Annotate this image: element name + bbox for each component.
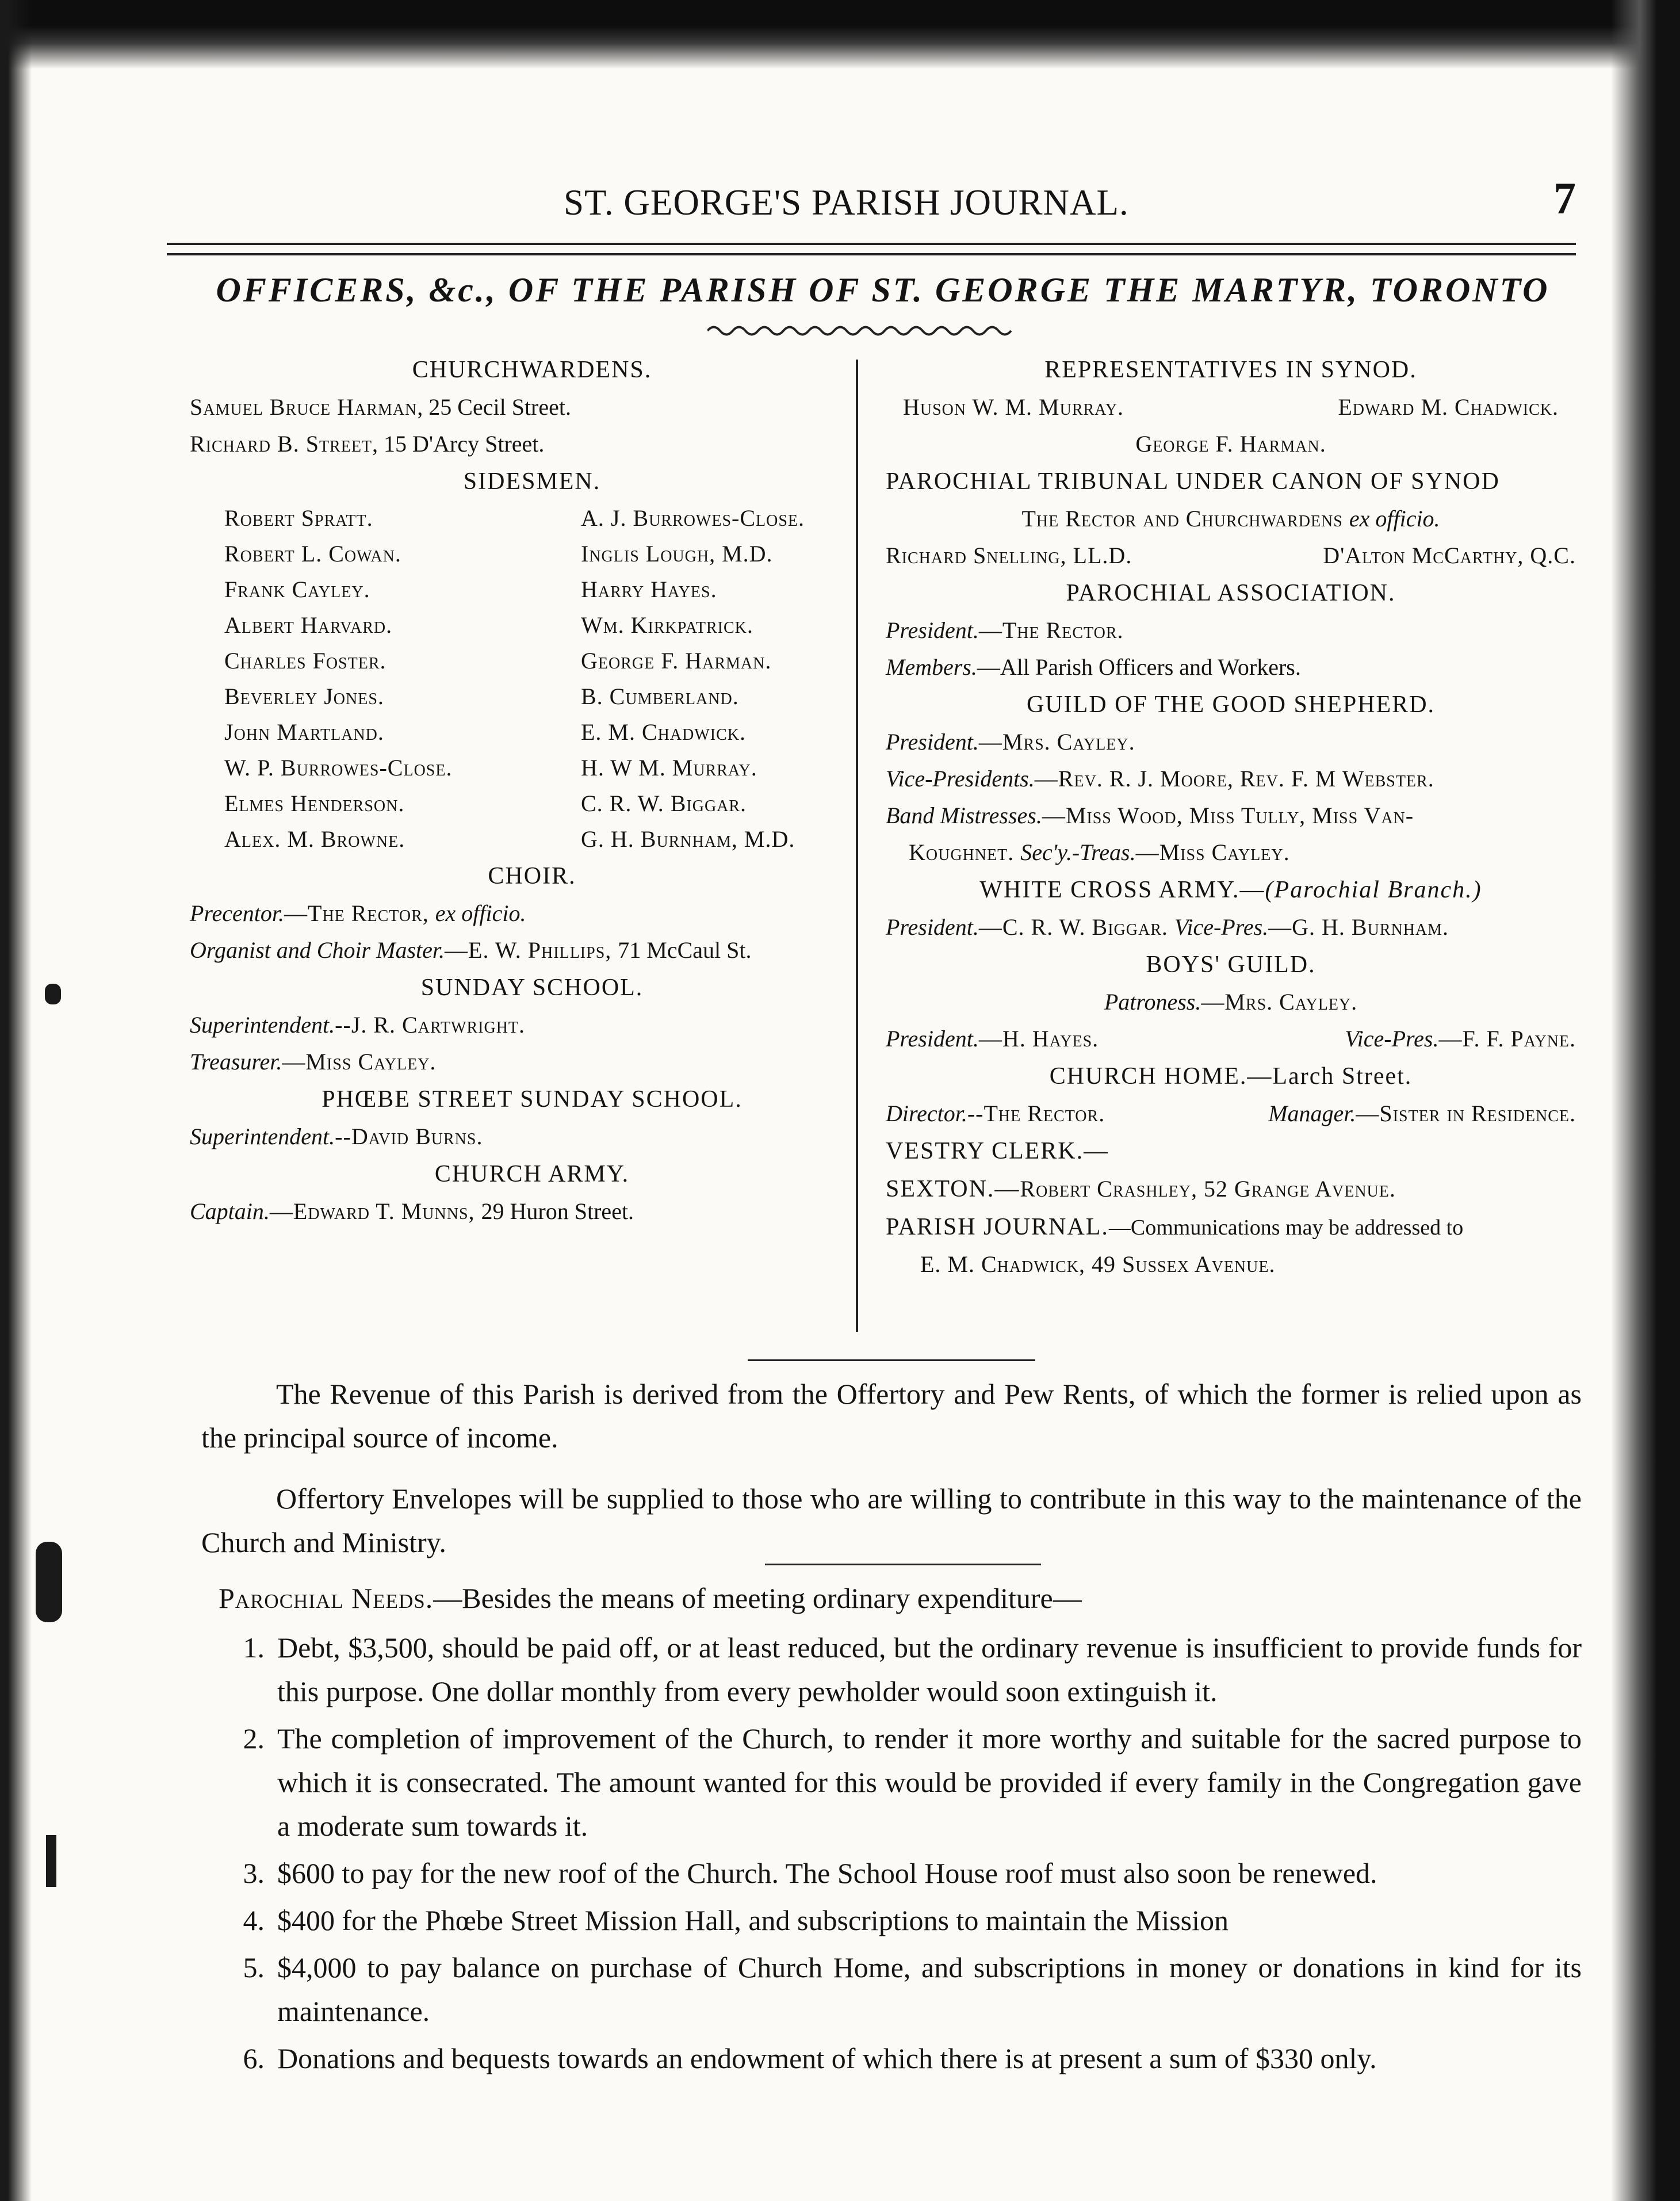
list-item [201, 1946, 1582, 2033]
role-label: Patroness. [1104, 989, 1201, 1015]
header-rule [167, 243, 1576, 255]
church-home-officers [886, 1095, 1576, 1132]
sidesman-name: John Martland. [224, 719, 384, 745]
members-line [886, 649, 1576, 686]
sexton-line [886, 1170, 1576, 1208]
officers-left-column [190, 351, 874, 1230]
role-note: ex officio. [435, 900, 526, 926]
item-text: The completion of improvement of the Church, to render it more worthy and suitable for the sacred purpose to which it is consecrated. The amount wanted for this would be provided if every family in the Congregation gave a moderate sum towards it. [277, 1722, 1582, 1842]
role-value: —The Rector. [978, 617, 1124, 643]
item-text: $400 for the Phœbe Street Mission Hall, and subscriptions to maintain the Mission [277, 1904, 1229, 1936]
sidesman-name: A. J. Burrowes-Close. [581, 505, 805, 531]
revenue-text [201, 1372, 1582, 1581]
sidesman-name: Frank Cayley. [224, 576, 370, 602]
scan-smudge [36, 1542, 62, 1622]
role-value: —Miss Wood, Miss Tully, Miss Van- [1042, 803, 1414, 828]
treasurer-line [190, 1044, 874, 1080]
role-label: Vice-Pres. [1174, 914, 1269, 940]
band-mistresses-cont [886, 834, 1576, 871]
manager-entry [1268, 1095, 1576, 1132]
synod-name: Edward M. Chadwick. [1338, 394, 1559, 420]
section-heading: VESTRY CLERK.— [886, 1138, 1109, 1164]
churchwarden-address: , 25 Cecil Street. [417, 394, 571, 420]
needs-list [201, 1626, 1582, 2080]
revenue-paragraph: The Revenue of this Parish is derived from the Offertory and Pew Rents, of which the former is relied upon as the principal source of income. [201, 1378, 1582, 1454]
churchwarden-line [190, 389, 874, 426]
role-value: --David Burns. [335, 1124, 483, 1149]
section-heading: SIDESMEN. [463, 468, 601, 495]
journal-line [886, 1208, 1576, 1246]
role-label: Vice-Presidents. [886, 766, 1035, 792]
role-value: —The Rector, [284, 900, 435, 926]
role-value: —H. Hayes. [978, 1026, 1099, 1052]
role-value: —G. H. Burnham. [1268, 914, 1449, 940]
churchwarden-name: Samuel Bruce Harman [190, 394, 418, 420]
band-mistresses-line [886, 797, 1576, 834]
item-number: 1. [243, 1631, 265, 1664]
sidesmen-col1 [224, 500, 581, 857]
section-heading [886, 1057, 1576, 1095]
boys-guild-officers [886, 1021, 1576, 1057]
role-label: Treasurer. [190, 1049, 282, 1075]
scan-smudge [46, 1835, 56, 1887]
needs-intro [219, 1576, 1582, 1620]
sidesman-name: Wm. Kirkpatrick. [581, 612, 753, 638]
vice-president-entry [1345, 1021, 1576, 1057]
sidesman-name: C. R. W. Biggar. [581, 790, 747, 816]
section-heading: SUNDAY SCHOOL. [420, 975, 644, 1001]
list-item [201, 1626, 1582, 1713]
journal-title: ST. GEORGE'S PARISH JOURNAL. [564, 182, 1129, 223]
vice-presidents-line [886, 761, 1576, 797]
sidesman-name: W. P. Burrowes-Close. [224, 755, 453, 781]
synod-name: Huson W. M. Murray. [903, 394, 1124, 420]
role-label: Captain. [190, 1198, 270, 1224]
president-line [886, 612, 1576, 649]
role-label: Director. [886, 1100, 967, 1126]
scan-edge-right [1611, 0, 1680, 2201]
item-text: $600 to pay for the new roof of the Church. The School House roof must also soon be renewed. [277, 1857, 1377, 1889]
role-label: President. [886, 914, 979, 940]
role-label: Vice-Pres. [1345, 1026, 1439, 1052]
page-number: 7 [1553, 173, 1576, 223]
scan-edge-left [0, 0, 32, 2201]
item-number: 5. [243, 1951, 265, 1984]
wavy-ornament [707, 323, 1012, 338]
sidesman-name: Elmes Henderson. [224, 790, 405, 816]
organist-line [190, 932, 874, 969]
role-value: —Mrs. Cayley. [1201, 989, 1358, 1015]
tribunal-note: ex officio. [1349, 506, 1440, 532]
item-number: 4. [243, 1904, 265, 1936]
section-heading: PHŒBE STREET SUNDAY SCHOOL. [322, 1086, 743, 1113]
tribunal-names [886, 537, 1576, 574]
section-heading: BOYS' GUILD. [1146, 952, 1316, 978]
role-value: Robert Crashley, 52 Grange Avenue. [1020, 1176, 1396, 1202]
tribunal-line [886, 500, 1576, 537]
white-cross-officers [886, 909, 1576, 946]
sidesman-name: Inglis Lough, M.D. [581, 541, 773, 567]
role-value: —All Parish Officers and Workers. [977, 654, 1301, 680]
sidesman-name: B. Cumberland. [581, 683, 739, 709]
role-label: Precentor. [190, 900, 285, 926]
journal-address: E. M. Chadwick, 49 Sussex Avenue. [920, 1251, 1276, 1277]
superintendent-line [190, 1007, 874, 1044]
president-entry [886, 1021, 1099, 1057]
sidesman-name: Harry Hayes. [581, 576, 717, 602]
section-heading-text: PARISH JOURNAL. [886, 1214, 1109, 1240]
section-rule [765, 1564, 1041, 1565]
sidesmen-list [190, 500, 874, 857]
document-heading: OFFICERS, &c., OF THE PARISH OF ST. GEORGE THE MARTYR, TORONTO [216, 271, 1550, 309]
role-value: —Miss Cayley. [282, 1049, 437, 1075]
sidesman-name: E. M. Chadwick. [581, 719, 746, 745]
section-heading [886, 871, 1576, 909]
item-number: 2. [243, 1722, 265, 1755]
role-value: —Sister in Residence. [1356, 1100, 1576, 1126]
role-value: —Communications may be addressed to [1108, 1216, 1464, 1240]
section-heading-suffix: —Larch Street. [1247, 1063, 1413, 1090]
sidesman-name: G. H. Burnham, M.D. [581, 826, 795, 852]
role-value: —E. W. Phillips, [445, 937, 618, 963]
synod-line [886, 389, 1576, 426]
section-heading-note: (Parochial Branch.) [1265, 877, 1482, 903]
list-item [201, 1898, 1582, 1942]
role-label: Members. [886, 654, 977, 680]
sidesmen-col2 [581, 500, 909, 857]
section-heading-text: WHITE CROSS ARMY.— [979, 877, 1265, 903]
tribunal-name: D'Alton McCarthy, Q.C. [1323, 542, 1576, 568]
role-address: 29 Huron Street. [481, 1198, 634, 1224]
churchwarden-name: Richard B. Street [190, 431, 373, 457]
role-label: Organist and Choir Master. [190, 937, 445, 963]
sidesman-name: Robert Spratt. [224, 505, 373, 531]
section-heading: PAROCHIAL ASSOCIATION. [1066, 580, 1396, 606]
role-value: --J. R. Cartwright. [335, 1012, 526, 1038]
role-value: --The Rector. [967, 1100, 1105, 1126]
section-heading: CHURCH ARMY. [434, 1161, 630, 1187]
captain-line [190, 1193, 874, 1230]
section-heading: CHOIR. [488, 863, 576, 889]
patroness-line [886, 984, 1576, 1021]
scan-edge-top [0, 0, 1680, 69]
role-label: Sec'y.-Treas. [1020, 839, 1136, 865]
churchwarden-line [190, 426, 874, 463]
section-heading-text: CHURCH HOME. [1049, 1063, 1247, 1090]
role-label: President. [886, 729, 979, 755]
precentor-line [190, 895, 874, 932]
item-text: Donations and bequests towards an endowment of which there is at present a sum of $330 only. [277, 2042, 1377, 2074]
item-text: $4,000 to pay balance on purchase of Church Home, and subscriptions in money or donations in kind for its maintenance. [277, 1951, 1582, 2027]
section-heading: CHURCHWARDENS. [412, 357, 652, 383]
role-value: —F. F. Payne. [1438, 1026, 1576, 1052]
tribunal-name: Richard Snelling, LL.D. [886, 542, 1132, 568]
role-value: —C. R. W. Biggar. [978, 914, 1174, 940]
parochial-needs [201, 1576, 1582, 2084]
item-text: Debt, $3,500, should be paid off, or at least reduced, but the ordinary revenue is insufficient to provide funds for this purpose. One dollar monthly from every pewholder would soon extinguish it. [277, 1631, 1582, 1707]
president-line [886, 724, 1576, 761]
item-number: 3. [243, 1857, 265, 1889]
sidesman-name: Alex. M. Browne. [224, 826, 405, 852]
role-value: —Miss Cayley. [1135, 839, 1290, 865]
director-entry [886, 1095, 1105, 1132]
section-heading: REPRESENTATIVES IN SYNOD. [1044, 357, 1417, 383]
role-value: Koughnet. [909, 839, 1021, 865]
role-value: —Rev. R. J. Moore, Rev. F. M Webster. [1034, 766, 1434, 792]
role-value: —Edward T. Munns, [269, 1198, 481, 1224]
section-rule [748, 1359, 1035, 1361]
list-item [201, 2036, 1582, 2080]
sidesman-name: Charles Foster. [224, 648, 386, 674]
section-heading: PAROCHIAL TRIBUNAL UNDER CANON OF SYNOD [886, 468, 1500, 495]
churchwarden-address: , 15 D'Arcy Street. [372, 431, 545, 457]
sidesman-name: George F. Harman. [581, 648, 772, 674]
list-item [201, 1851, 1582, 1895]
sidesman-name: Albert Harvard. [224, 612, 393, 638]
role-value: —Mrs. Cayley. [978, 729, 1135, 755]
role-label: Manager. [1268, 1100, 1356, 1126]
tribunal-members: The Rector and Churchwardens [1021, 506, 1349, 532]
role-label: Superintendent. [190, 1012, 335, 1038]
envelopes-paragraph: Offertory Envelopes will be supplied to those who are willing to contribute in this way to the maintenance of the Church and Ministry. [201, 1482, 1582, 1558]
needs-heading: Parochial Needs. [219, 1582, 434, 1614]
role-label: President. [886, 617, 979, 643]
needs-intro-text: —Besides the means of meeting ordinary expenditure— [433, 1582, 1082, 1614]
role-label: Band Mistresses. [886, 803, 1042, 828]
synod-name: George F. Harman. [1135, 431, 1326, 457]
sidesman-name: Robert L. Cowan. [224, 541, 401, 567]
sidesman-name: H. W M. Murray. [581, 755, 757, 781]
role-address: 71 McCaul St. [618, 937, 752, 963]
section-heading-text: SEXTON.— [886, 1176, 1020, 1202]
sidesman-name: Beverley Jones. [224, 683, 384, 709]
role-label: Superintendent. [190, 1124, 335, 1149]
superintendent-line [190, 1118, 874, 1155]
officers-right-column [886, 351, 1576, 1283]
column-divider [856, 360, 858, 1332]
section-heading: GUILD OF THE GOOD SHEPHERD. [1026, 691, 1436, 718]
role-label: President. [886, 1026, 979, 1052]
item-number: 6. [243, 2042, 265, 2074]
list-item [201, 1717, 1582, 1848]
scan-smudge [45, 984, 61, 1004]
